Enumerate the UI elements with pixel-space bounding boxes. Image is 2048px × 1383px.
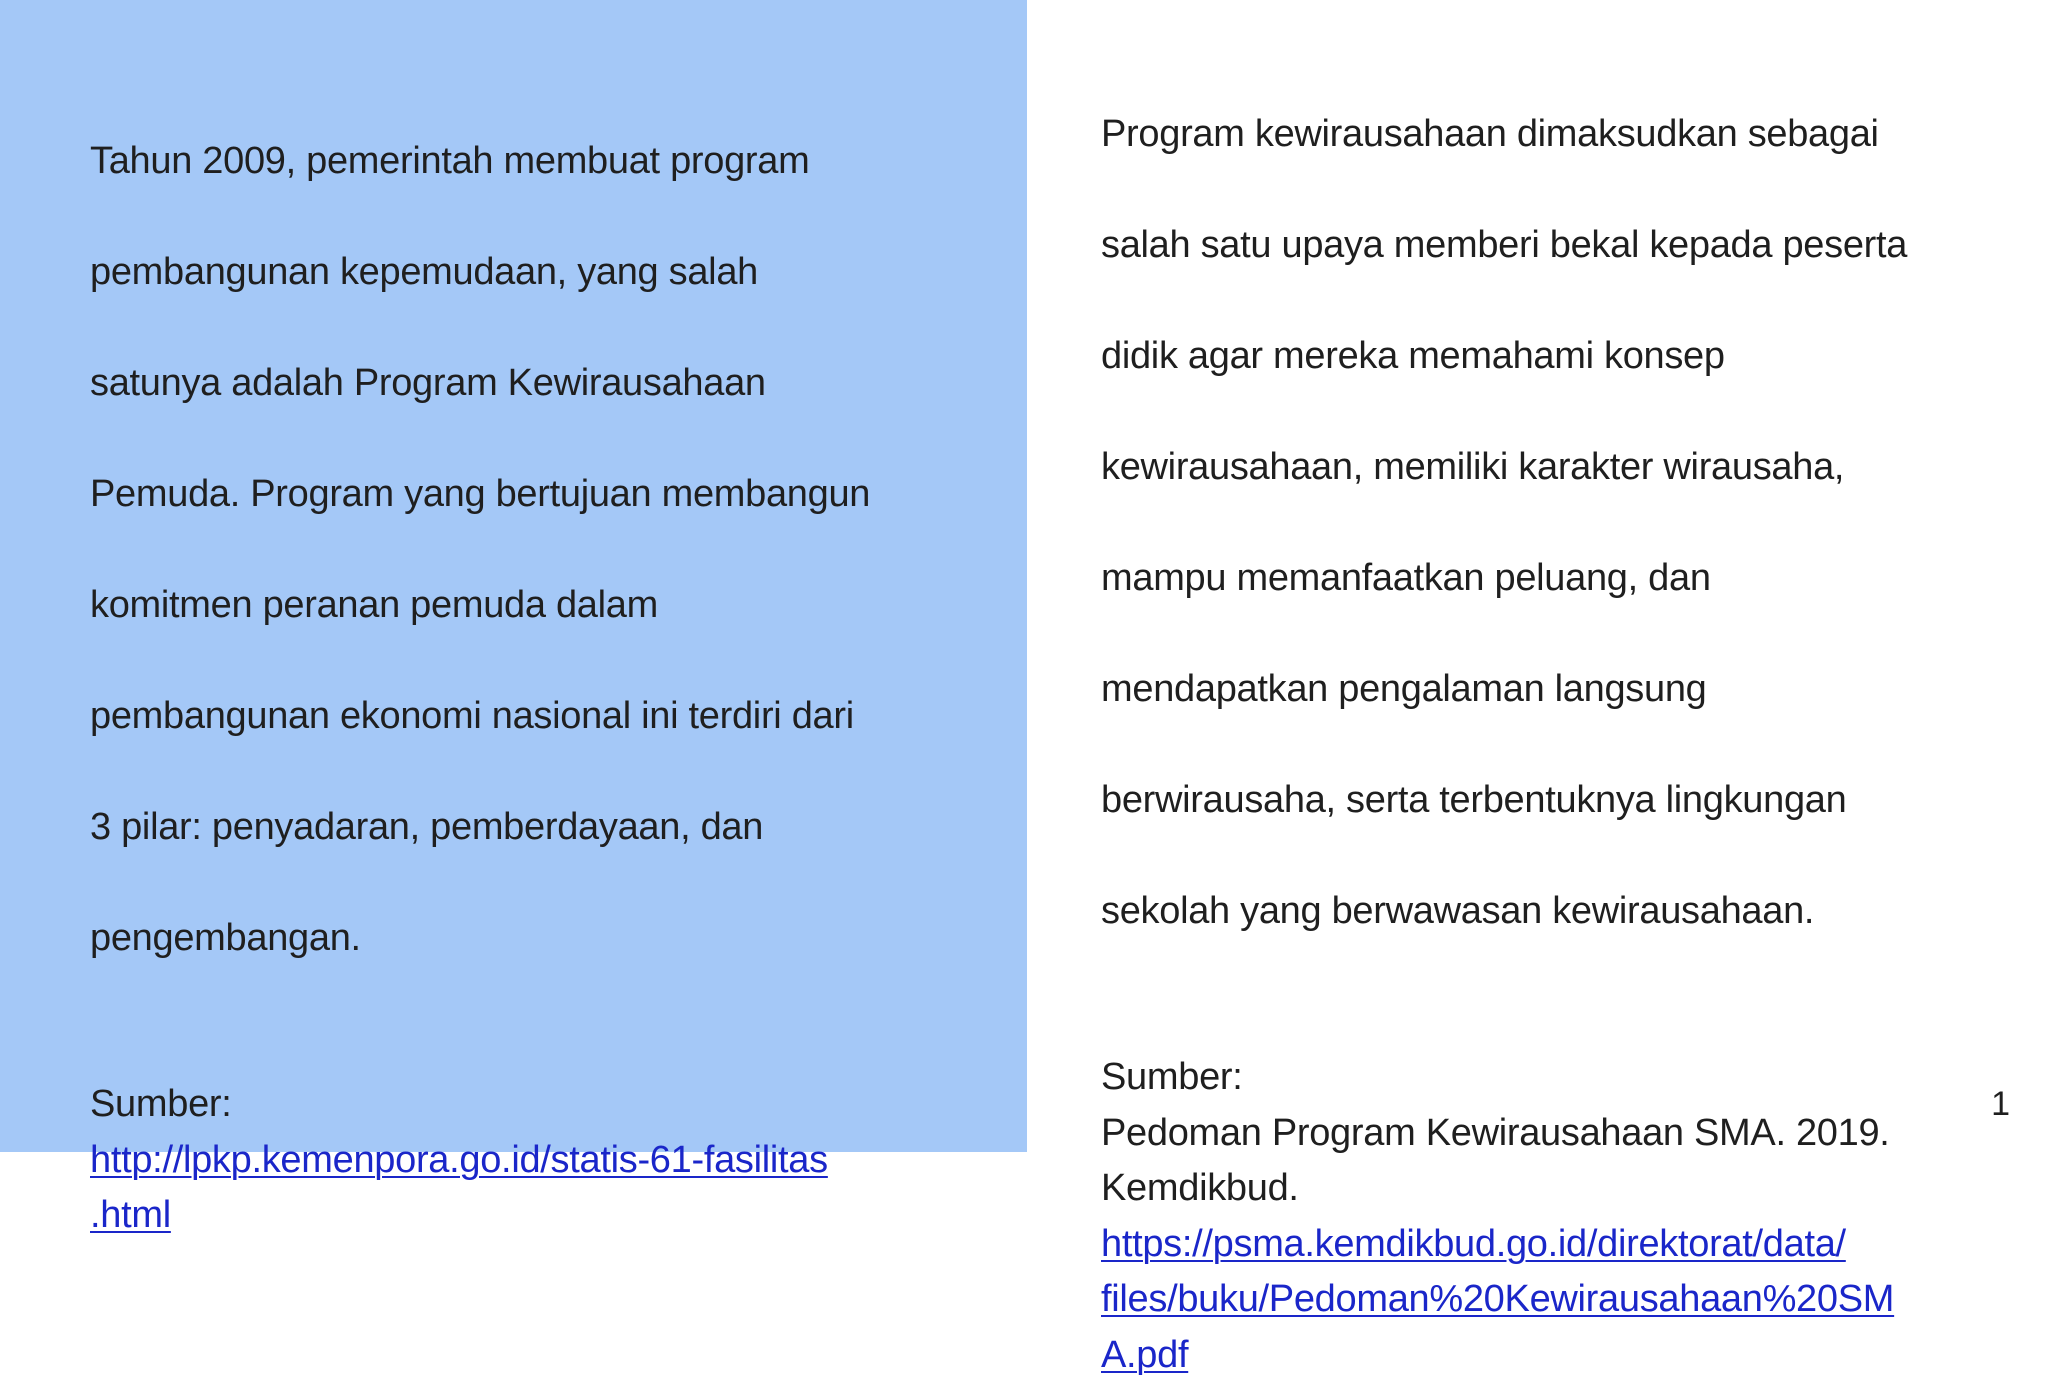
right-paragraph-line: kewirausahaan, memiliki karakter wirausaha,	[1101, 440, 2001, 496]
left-paragraph-line: 3 pilar: penyadaran, pemberdayaan, dan	[90, 800, 970, 856]
left-spacer	[90, 1022, 970, 1078]
right-paragraph-line: berwirausaha, serta terbentuknya lingkungan	[1101, 773, 2001, 829]
right-link-line[interactable]: https://psma.kemdikbud.go.id/direktorat/data/	[1101, 1217, 2001, 1273]
right-text-block	[1101, 51, 2001, 1383]
right-link-line[interactable]: files/buku/Pedoman%20Kewirausahaan%20SM	[1101, 1272, 2001, 1328]
page-number: 1	[1991, 1085, 2010, 1124]
left-paragraph-line: Tahun 2009, pemerintah membuat program	[90, 134, 970, 190]
right-source-label: Sumber:	[1101, 1050, 2001, 1106]
left-source-label: Sumber:	[90, 1077, 970, 1133]
right-paragraph	[1101, 51, 2001, 995]
right-paragraph-line: mendapatkan pengalaman langsung	[1101, 662, 2001, 718]
left-paragraph-line: komitmen peranan pemuda dalam	[90, 578, 970, 634]
right-paragraph-line: salah satu upaya memberi bekal kepada peserta	[1101, 218, 2001, 274]
left-link-line[interactable]: http://lpkp.kemenpora.go.id/statis-61-fasilitas	[90, 1133, 970, 1189]
left-link-line[interactable]: .html	[90, 1188, 970, 1244]
right-source-line: Kemdikbud.	[1101, 1161, 2001, 1217]
right-source-link[interactable]	[1101, 1217, 2001, 1383]
right-source-line: Pedoman Program Kewirausahaan SMA. 2019.	[1101, 1106, 2001, 1162]
left-paragraph	[90, 78, 970, 1022]
left-source-link[interactable]	[90, 1133, 970, 1244]
left-paragraph-line: Pemuda. Program yang bertujuan membangun	[90, 467, 970, 523]
right-paragraph-line: Program kewirausahaan dimaksudkan sebagai	[1101, 107, 2001, 163]
left-paragraph-line: pembangunan ekonomi nasional ini terdiri dari	[90, 689, 970, 745]
right-paragraph-line: sekolah yang berwawasan kewirausahaan.	[1101, 884, 2001, 940]
right-paragraph-line: didik agar mereka memahami konsep	[1101, 329, 2001, 385]
left-text-block	[90, 78, 970, 1244]
left-paragraph-line: pengembangan.	[90, 911, 970, 967]
left-paragraph-line: satunya adalah Program Kewirausahaan	[90, 356, 970, 412]
right-link-line[interactable]: A.pdf	[1101, 1328, 2001, 1383]
right-paragraph-line: mampu memanfaatkan peluang, dan	[1101, 551, 2001, 607]
right-spacer	[1101, 995, 2001, 1051]
left-paragraph-line: pembangunan kepemudaan, yang salah	[90, 245, 970, 301]
